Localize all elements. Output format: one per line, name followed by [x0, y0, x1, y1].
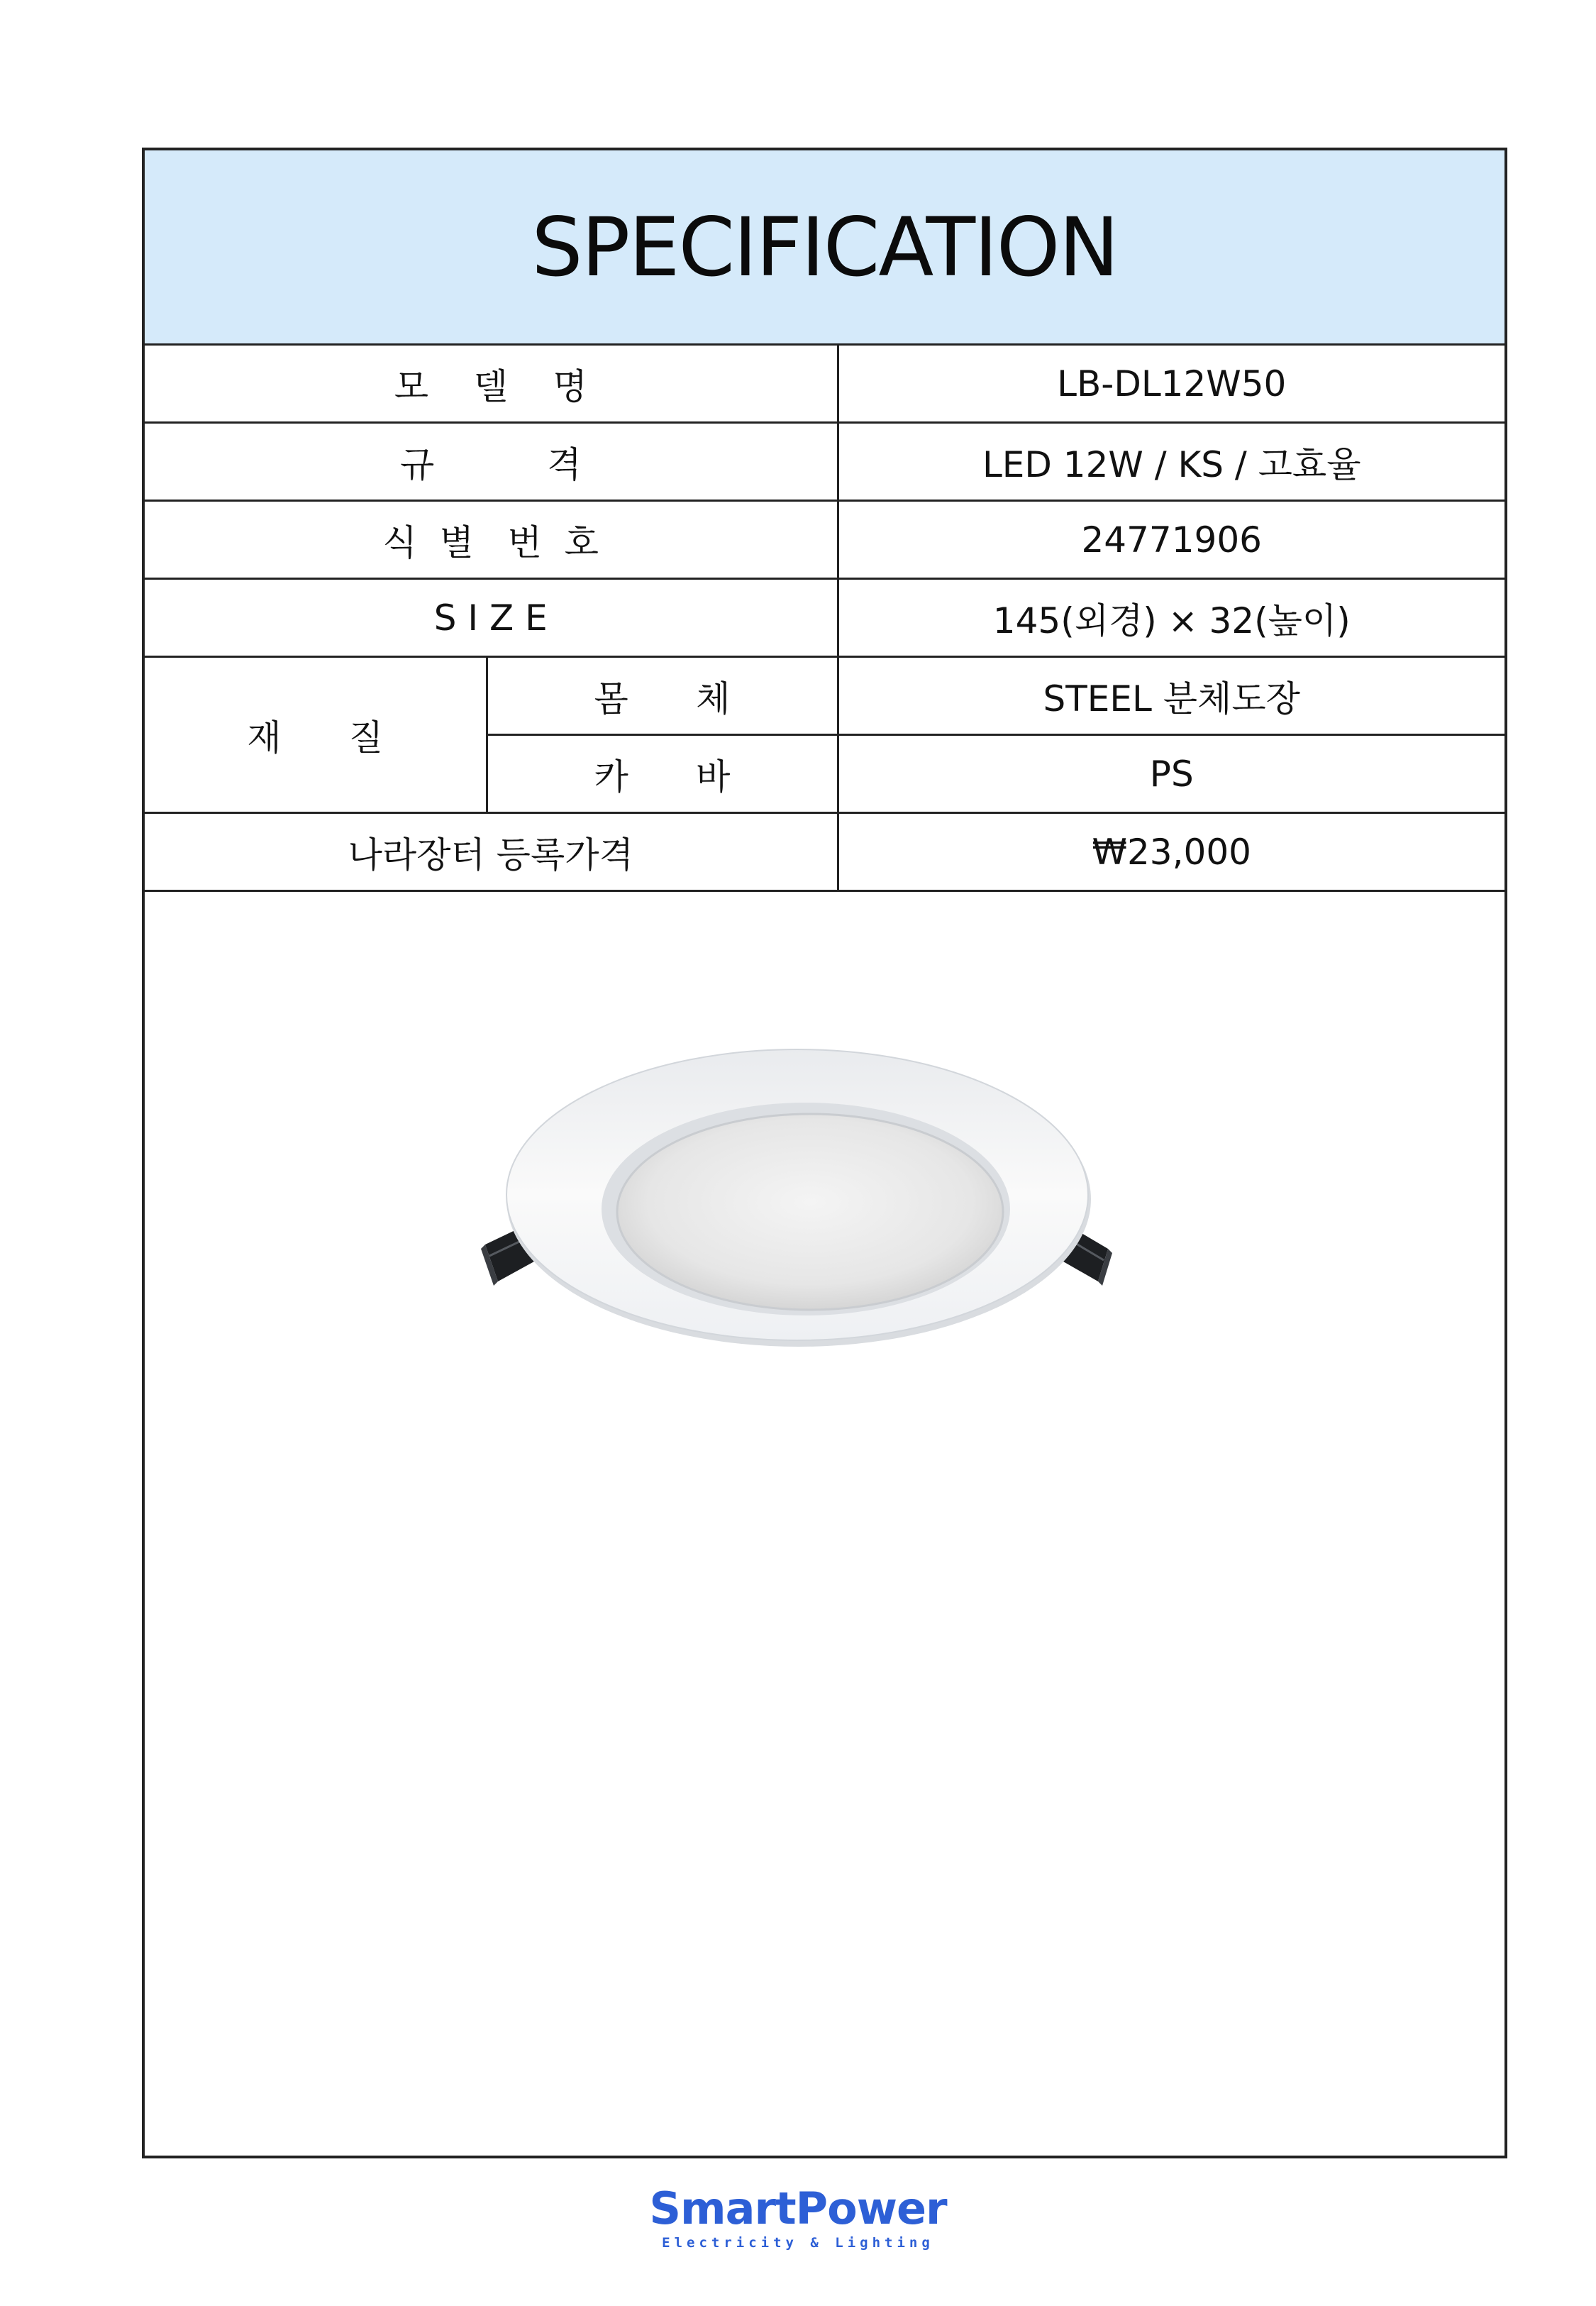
- label-material-body: 몸 체: [487, 657, 838, 735]
- label-model: 모 델 명: [145, 346, 838, 423]
- value-spec: LED 12W / KS / 고효율: [838, 423, 1504, 501]
- value-size: 145(외경) × 32(높이): [838, 579, 1504, 657]
- product-photo-area: [145, 860, 1504, 2156]
- label-price: 나라장터 등록가격: [145, 813, 838, 891]
- brand-name: SmartPower: [649, 2183, 947, 2234]
- label-spec: 규 격: [145, 423, 838, 501]
- brand-tagline: Electricity & Lighting: [662, 2235, 934, 2251]
- label-material-cover: 카 바: [487, 735, 838, 813]
- title-band: [145, 150, 1504, 346]
- table-row-material-body: [145, 657, 1504, 735]
- spec-table: [145, 346, 1504, 892]
- value-price: ₩23,000: [838, 813, 1504, 891]
- page-title: SPECIFICATION: [531, 199, 1118, 294]
- table-row-size: [145, 579, 1504, 657]
- label-size: S I Z E: [145, 579, 838, 657]
- value-id-number: 24771906: [838, 501, 1504, 579]
- label-material: 재 질: [145, 657, 487, 813]
- value-material-body: STEEL 분체도장: [838, 657, 1504, 735]
- brand-logo: [0, 2184, 1596, 2252]
- label-id-number: 식 별 번 호: [145, 501, 838, 579]
- spec-sheet: [142, 148, 1507, 2158]
- value-model: LB-DL12W50: [838, 346, 1504, 423]
- table-row-model: [145, 346, 1504, 423]
- led-downlight-photo: [443, 1044, 1152, 1385]
- table-row-id-number: [145, 501, 1504, 579]
- table-row-spec: [145, 423, 1504, 501]
- value-material-cover: PS: [838, 735, 1504, 813]
